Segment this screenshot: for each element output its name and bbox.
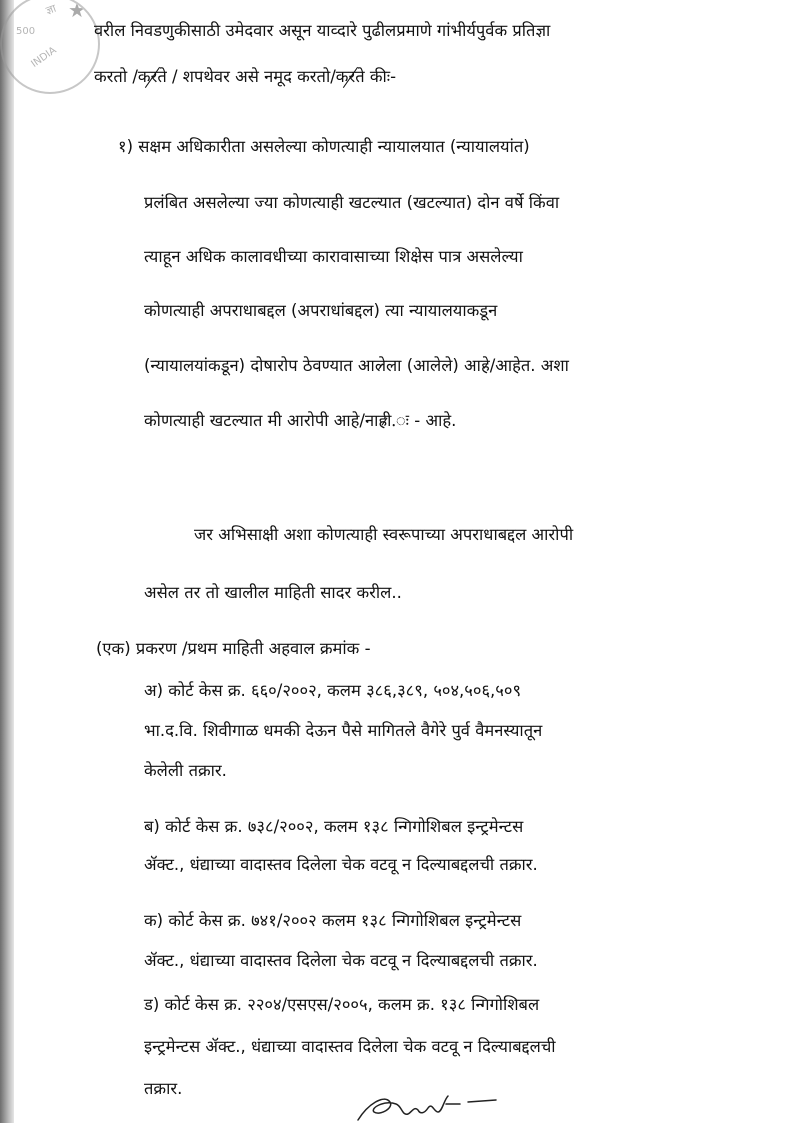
condition-line: असेल तर तो खालील माहिती सादर करील.. xyxy=(144,583,402,602)
text-segment: .ः - आहे. xyxy=(391,411,457,430)
struck-word: ही xyxy=(378,411,392,430)
star-icon: ★ xyxy=(68,0,86,22)
text-segment: ला (आलेले) आ xyxy=(386,356,481,375)
stamp-text: ज्ञा xyxy=(44,1,58,18)
case-line: केलेली तक्रार. xyxy=(144,761,227,780)
stamp-text: INDIA xyxy=(29,44,59,71)
clause-line xyxy=(144,353,569,376)
text-segment: करतो / xyxy=(94,67,138,86)
clause-line: १) सक्षम अधिकारीता असलेल्या कोणत्याही न्यायालयात (न्यायालयांत) xyxy=(118,137,530,156)
page-binding-edge xyxy=(0,0,14,1123)
struck-word: हे xyxy=(480,356,490,375)
case-line: तक्रार. xyxy=(144,1079,183,1098)
case-line: ड) कोर्ट केस क्र. २२०४/एसएस/२००५, कलम क्र. १३८ न्गिगोशिबल xyxy=(144,995,540,1014)
text-segment: /आहेत. अशा xyxy=(489,356,569,375)
struck-word: ले xyxy=(374,356,386,375)
case-line: ब) कोर्ट केस क्र. ७३८/२००२, कलम १३८ न्गिगोशिबल इन्ट्रमेन्टस xyxy=(144,817,524,836)
text-segment: (न्यायालयांकडून) दोषारोप ठेवण्यात आ xyxy=(144,356,375,375)
clause-line: कोणत्याही अपराधाबद्दल (अपराधांबद्दल) त्या न्यायालयाकडून xyxy=(144,301,498,320)
struck-word: करते xyxy=(137,67,167,86)
intro-line xyxy=(94,64,396,87)
case-line: भा.द.वि. शिवीगाळ धमकी देऊन पैसे मागितले वैगेरे पुर्व वैमनस्यातून xyxy=(144,721,543,740)
section-heading: (एक) प्रकरण /प्रथम माहिती अहवाल क्रमांक - xyxy=(96,639,371,658)
struck-word: करते xyxy=(335,67,365,86)
text-segment: कोणत्याही खटल्यात मी आरोपी आहे/ना xyxy=(144,411,379,430)
signature xyxy=(350,1086,510,1123)
text-segment: / शपथेवर असे नमूद करतो/ xyxy=(166,67,336,86)
case-line: ॲक्ट., धंद्याच्या वादास्तव दिलेला चेक वटवू न दिल्याबद्दलची तक्रार. xyxy=(144,855,538,874)
case-line: अ) कोर्ट केस क्र. ६६०/२००२, कलम ३८६,३८९, ५०४,५०६,५०९ xyxy=(144,681,522,700)
case-line: इन्ट्रमेन्टस ॲक्ट., धंद्याच्या वादास्तव दिलेला चेक वटवू न दिल्याबद्दलची xyxy=(144,1037,556,1056)
condition-line: जर अभिसाक्षी अशा कोणत्याही स्वरूपाच्या अपराधाबद्दल आरोपी xyxy=(194,525,574,544)
intro-line: वरील निवडणुकीसाठी उमेदवार असून याव्दारे पुढीलप्रमाणे गांभीर्यपुर्वक प्रतिज्ञा xyxy=(94,21,551,40)
seal-stamp xyxy=(0,0,100,94)
clause-line xyxy=(144,408,456,431)
clause-line: प्रलंबित असलेल्या ज्या कोणत्याही खटल्यात (खटल्यात) दोन वर्षे किंवा xyxy=(144,193,560,212)
stamp-text: 500 xyxy=(16,26,36,37)
case-line: ॲक्ट., धंद्याच्या वादास्तव दिलेला चेक वटवू न दिल्याबद्दलची तक्रार. xyxy=(144,951,538,970)
text-segment: कीः- xyxy=(364,67,397,86)
clause-line: त्याहून अधिक कालावधीच्या कारावासाच्या शिक्षेस पात्र असलेल्या xyxy=(144,247,523,266)
case-line: क) कोर्ट केस क्र. ७४१/२००२ कलम १३८ न्गिगोशिबल इन्ट्रमेन्टस xyxy=(144,911,522,930)
